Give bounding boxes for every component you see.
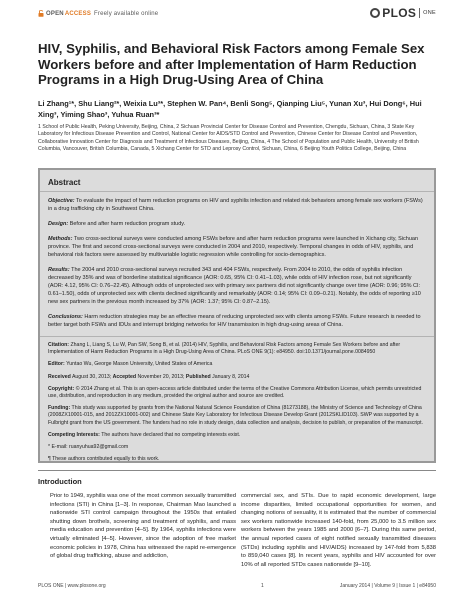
conclusions-label: Conclusions: [48, 314, 83, 320]
citation [48, 342, 426, 356]
objective-text: To evaluate the impact of harm reduction programs on HIV and syphilis infection and related risk behaviors among female sex workers (FSWs) in a drug trafficking city in Southwest China. [48, 198, 423, 212]
competing-text: The authors have declared that no competing interests exist. [101, 431, 241, 438]
copyright [48, 386, 426, 400]
received-label: Received [48, 373, 71, 380]
abstract-methods [48, 235, 426, 259]
funding [48, 405, 426, 427]
abstract-design [48, 220, 426, 228]
methods-text: Two cross-sectional surveys were conducted among FSWs before and after harm reduction programs were launched in Xichang city, Sichuan province. The first and second cross-sectional surveys were conducted in 2004 and 2010, respectively. Temporal changes in odds of HIV, syphilis, and behavioral risk factors were assessed by multivariable logistic regression while controlling for socio-demographics. [48, 236, 419, 258]
author-list: Li Zhang¹*, Shu Liang²*, Weixia Lu³*, Stephen W. Pan⁴, Benli Song⁵, Qianping Liu⁵, Yunan Xu³, Hui Dong⁶, Hui Xing³, Yiming Shao³, Yuhua Ruan³* [38, 99, 422, 120]
methods-label: Methods: [48, 236, 73, 242]
plos-journal-name: ONE [423, 10, 436, 16]
results-text: The 2004 and 2010 cross-sectional surveys recruited 343 and 404 FSWs, respectively. From 2004 to 2010, the odds of syphilis infection decreased by 35% and was of borderline statistical significance (AOR: 0.65, 95% CI: 0.41–1.03), while odds of HIV infection rose, but not significantly (AOR: 4.12, 95% CI: 0.76–22.45). Although odds of unprotected sex with primary sex partners did not significantly change over time (AOR: 0.96; 95% CI: 0.61–1.50), odds of unprotected sex with clients declined significantly and remarkably (AOR: 0.14; 95% CI: 0.09–0.21). Notably, the odds of reporting ≥10 new sex partners in the previous month increased by 37% (AOR: 1.37; 95% CI: 0.87–2.15). [48, 267, 421, 305]
copyright-text: © 2014 Zhang et al. This is an open-access article distributed under the terms of the Creative Commons Attribution License, which permits unrestricted use, distribution, and reproduction in any medium, provided the original author and source are credited. [48, 385, 422, 400]
citation-label: Citation: [48, 342, 70, 348]
introduction-heading: Introduction [38, 477, 82, 486]
conclusions-text: Harm reduction strategies may be an effective means of reducing unprotected sex with clients among FSWs. Future research is needed to better target both FSWs and IDUs and interrupt bridging networks for HIV transmission in high drug-using areas of China. [48, 314, 421, 328]
introduction-right-column: commercial sex, and STIs. Due to rapid economic development, large income disparities, limited occupational opportunities for women, and changing notions of sexuality, it is estimated that the number of commercial sex workers nationwide increased 140-fold, from 25,000 to 3.5 million sex workers between the years 1985 and 2000 [6–7]. During this same period, the annual reported cases of eight notified sexually transmitted diseases (STDs) including syphilis and HIV/AIDS) increased by 147-fold from 5,838 to 859,040 cases [8]. In recent years, syphilis and HIV accounted for over 10% of all reported STDs cases nationwide [9–10]. [241, 493, 436, 568]
competing-label: Competing Interests: [48, 431, 100, 438]
plos-one-logo [370, 6, 436, 20]
open-label: OPEN [46, 10, 64, 17]
footer-issue-info: January 2014 | Volume 9 | Issue 1 | e84950 [339, 583, 436, 589]
affiliations: 1 School of Public Health, Peking University, Beijing, China, 2 Sichuan Provincial Center for Disease Control and Prevention, Chengdu, Sichuan, China, 3 State Key Laboratory for Infectious Disease Prevention and Control, National Center for AIDS/STD Control and Prevention, Chinese Center for Disease Control and Prevention, Collaborative Innovation Center for Diagnosis and Treatment of Infectious Diseases, Beijing, China, 4 The School of Population and Public Health, University of British Columbia, Vancouver, British Columbia, Canada, 5 Xichang Center for STD and Leprosy Control, Sichuan, China, 6 Beijing Youth Politics College, Beijing, China [38, 124, 419, 153]
logo-divider [419, 8, 420, 18]
competing-interests [48, 432, 426, 439]
meta-divider [40, 336, 434, 337]
open-lock-icon [38, 10, 44, 17]
received-date: August 30, 2013; [71, 373, 112, 380]
access-label: ACCESS [64, 10, 92, 17]
introduction-left-column: Prior to 1949, syphilis was one of the most common sexually transmitted infections (STI) in China [1–3]. In response, Chairman Mao launched a nationwide STI control campaign throughout the 1950s that entailed shutting down brothels, screening and treatment of syphilis, and mass media education and prevention [4–5]. By 1964, syphilis infections were virtually eliminated [4–5]. However, since the adoption of free market economic policies in 1978, China has witnessed the rapid re-emergence of global drug trafficking, abuse and addiction, [50, 493, 236, 560]
freely-available-label: Freely available online [94, 10, 159, 17]
funding-label: Funding: [48, 405, 71, 412]
accepted-label: Accepted [112, 373, 136, 380]
published-label: Published [185, 373, 211, 380]
editor [48, 361, 426, 368]
citation-text: Zhang L, Liang S, Lu W, Pan SW, Song B, et al. (2014) HIV, Syphilis, and Behavioral Risk Factors among Female Sex Workers before and after Implementation of Harm Reduction Programs in a High Drug-Using Area of China. PLoS ONE 9(1): e84950. doi:10.1371/journal.pone.0084950 [48, 342, 401, 356]
abstract-results [48, 266, 426, 306]
journal-header [38, 6, 436, 23]
abstract-divider [40, 191, 434, 192]
page-number: 1 [261, 583, 264, 589]
history-dates [48, 374, 426, 381]
open-access-badge [38, 10, 158, 17]
section-rule [38, 470, 436, 471]
article-title: HIV, Syphilis, and Behavioral Risk Factors among Female Sex Workers before and after Implementation of Harm Reduction Programs in a High Drug-Using Area of China [38, 41, 425, 88]
plos-logo-text: PLOS [382, 6, 417, 20]
funding-text: This study was supported by grants from the National Natural Science Foundation of China (81273188), the Ministry of Science and Technology of China (2008ZX10001-015, and 2012ZX10001-002) and Chinese State Key Laboratory for Infectious Disease Develop Grant (2012SKLID103). SWP was supported by a Fulbright grant from the US government. The funders had no role in study design, data collection and analysis, decision to publish, or preparation of the manuscript. [48, 405, 424, 426]
design-label: Design: [48, 221, 69, 227]
corresponding-email[interactable]: * E-mail: ruanyuhua92@gmail.com [48, 444, 129, 451]
editor-label: Editor: [48, 361, 65, 368]
editor-text: Yuntao Wu, George Mason University, United States of America [66, 361, 213, 368]
accepted-date: November 20, 2013; [137, 373, 185, 380]
abstract-conclusions [48, 313, 426, 329]
results-label: Results: [48, 267, 70, 273]
abstract-objective [48, 197, 426, 213]
copyright-label: Copyright: [48, 385, 75, 392]
design-text: Before and after harm reduction program study. [69, 221, 186, 227]
abstract-heading: Abstract [48, 178, 81, 187]
objective-label: Objective: [48, 198, 75, 204]
published-date: January 8, 2014 [212, 373, 250, 380]
abstract-box [38, 168, 436, 463]
footer-journal-link[interactable]: PLOS ONE | www.plosone.org [38, 583, 106, 589]
equal-contribution-note: ¶ These authors contributed equally to this work. [48, 456, 160, 463]
plos-logo-icon [370, 8, 380, 18]
